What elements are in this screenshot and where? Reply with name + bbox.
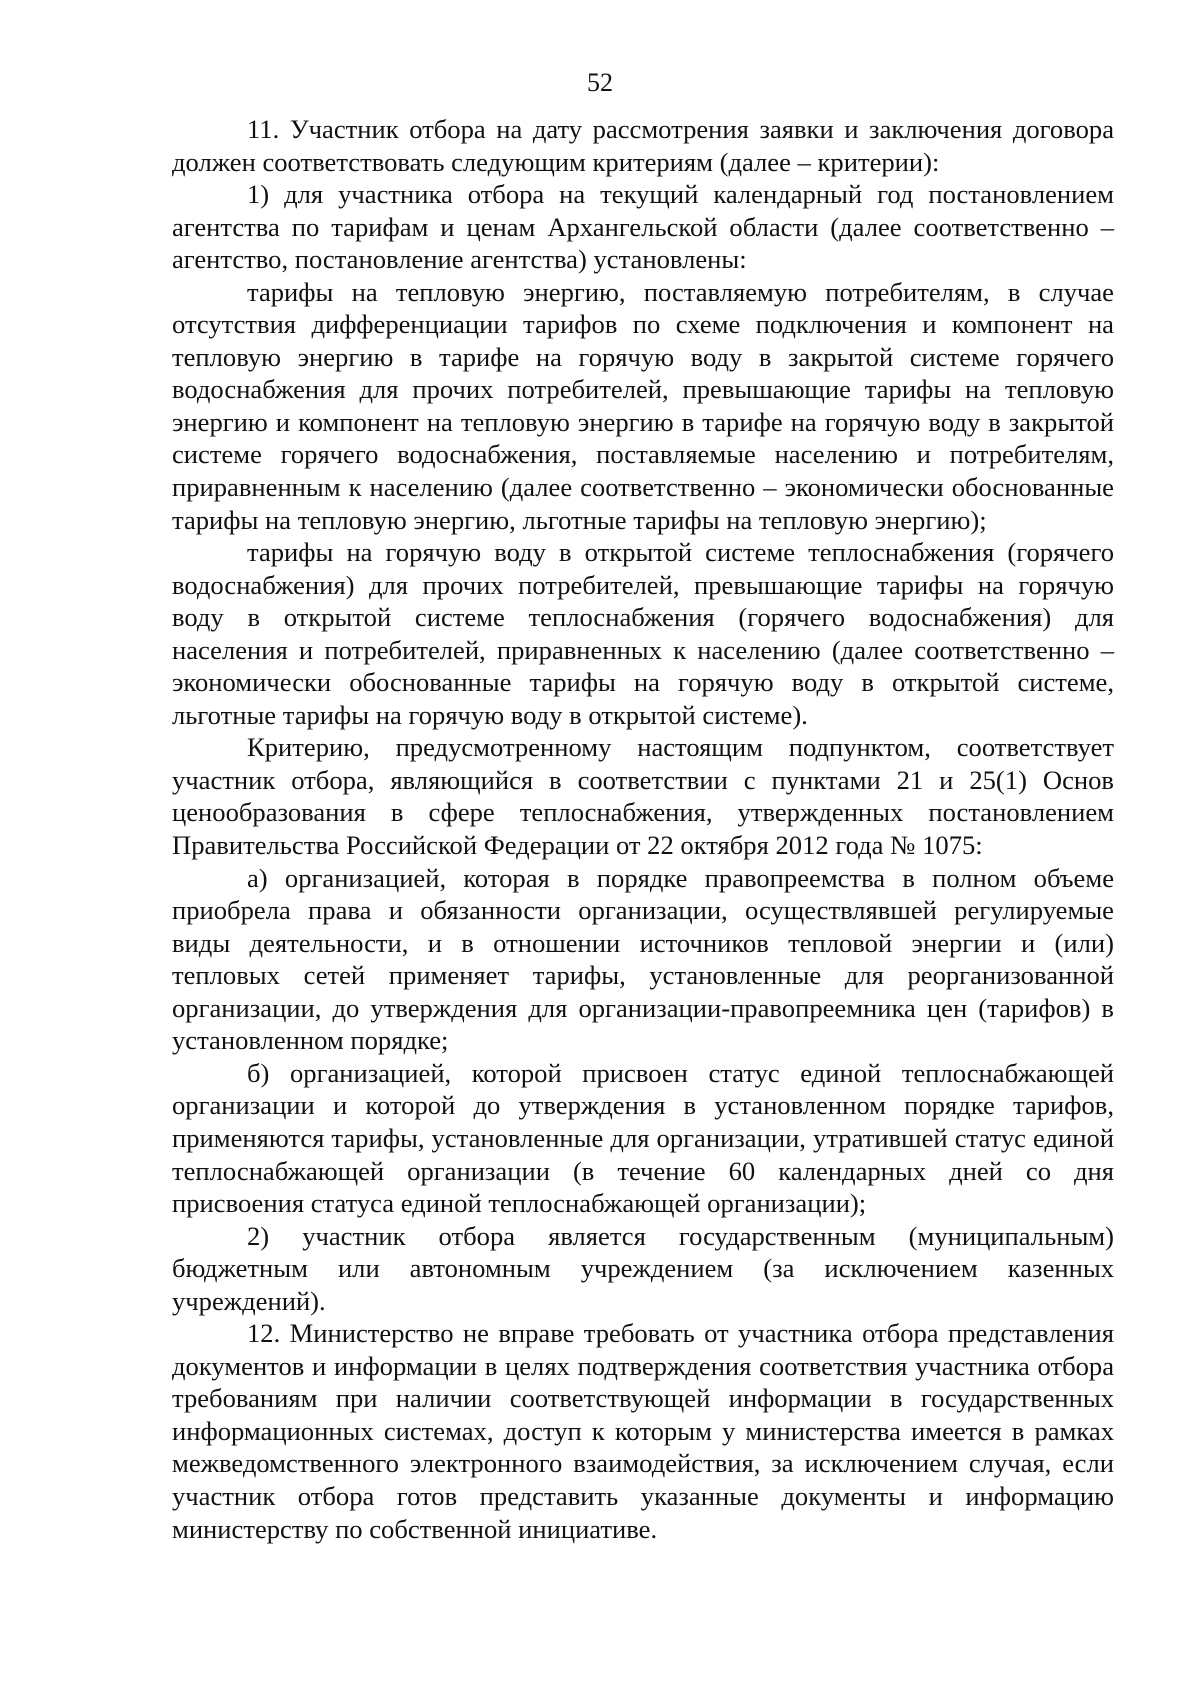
paragraph-clause-12: 12. Министерство не вправе требовать от участника отбора представления документов и информации в целях подтверждения соответствия участника отбора требованиям при наличии соответствующей информации в государственных информационных системах, доступ к которым у министерства имеется в рамках межведомственного электронного взаимодействия, за исключением случая, если участник отбора готов представить указанные документы и информацию министерству по собственной инициативе. <box>172 1318 1114 1544</box>
paragraph-item-b: б) организацией, которой присвоен статус единой теплоснабжающей организации и которой до утверждения в установленном порядке тарифов, применяются тарифы, установленные для организации, утратившей статус единой теплоснабжающей организации (в течение 60 календарных дней со дня присвоения статуса единой теплоснабжающей организации); <box>172 1057 1114 1219</box>
paragraph-criterion-1: 1) для участника отбора на текущий календарный год постановлением агентства по тарифам и ценам Архангельской области (далее соответственно – агентство, постановление агентства) установлены: <box>172 179 1114 275</box>
document-body <box>172 113 1114 1545</box>
paragraph-clause-11: 11. Участник отбора на дату рассмотрения заявки и заключения договора должен соответствовать следующим критериям (далее – критерии): <box>172 114 1114 177</box>
paragraph-hot-water-tariffs: тарифы на горячую воду в открытой системе теплоснабжения (горячего водоснабжения) для прочих потребителей, превышающие тарифы на горячую воду в открытой системе теплоснабжения (горячего водоснабжения) для населения и потребителей, приравненных к населению (далее соответственно – экономически обоснованные тарифы на горячую воду в открытой системе, льготные тарифы на горячую воду в открытой системе). <box>172 537 1114 730</box>
page-number: 52 <box>587 68 613 97</box>
paragraph-item-a: а) организацией, которая в порядке правопреемства в полном объеме приобрела права и обязанности организации, осуществлявшей регулируемые виды деятельности, и в отношении источников тепловой энергии и (или) тепловых сетей применяет тарифы, установленные для реорганизованной организации, до утверждения для организации-правопреемника цен (тарифов) в установленном порядке; <box>172 862 1114 1056</box>
paragraph-criterion-compliance: Критерию, предусмотренному настоящим подпунктом, соответствует участник отбора, являющийся в соответствии с пунктами 21 и 25(1) Основ ценообразования в сфере теплоснабжения, утвержденных постановлением Правительства Российской Федерации от 22 октября 2012 года № 1075: <box>172 732 1114 861</box>
paragraph-criterion-2: 2) участник отбора является государственным (муниципальным) бюджетным или автономным учреждением (за исключением казенных учреждений). <box>172 1220 1114 1316</box>
paragraph-heat-energy-tariffs: тарифы на тепловую энергию, поставляемую потребителям, в случае отсутствия дифференциации тарифов по схеме подключения и компонент на тепловую энергию в тарифе на горячую воду в закрытой системе горячего водоснабжения для прочих потребителей, превышающие тарифы на тепловую энергию и компонент на тепловую энергию в тарифе на горячую воду в закрытой системе горячего водоснабжения, поставляемые населению и потребителям, приравненным к населению (далее соответственно – экономически обоснованные тарифы на тепловую энергию, льготные тарифы на тепловую энергию); <box>172 276 1114 535</box>
